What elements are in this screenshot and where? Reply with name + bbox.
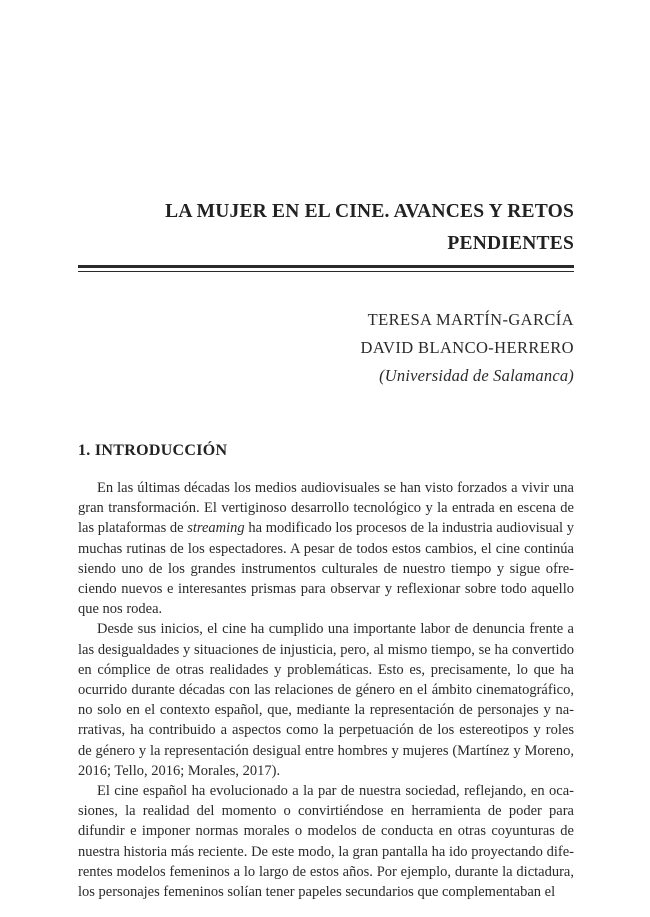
chapter-title-line-2: PENDIENTES xyxy=(447,233,574,254)
paragraph: Desde sus inicios, el cine ha cumplido una importante labor de denuncia frente a las desigualdades y situaciones de injusticia, pero, al mismo tiempo, se ha convertido en cómplice de otras realidades y problemáticas. Esto es, precisamente, lo que ha ocurrido durante décadas con las relaciones de género en el ámbito cinematográfico, no solo en el contexto español, que, mediante la representación de personajes y narrativas, ha contribuido a aspectos como la perpetuación de los estereotipos y roles de género y la representación desigual entre hombres y mujeres (Martínez y Moreno, 2016; Tello, 2016; Morales, 2017). xyxy=(78,621,574,779)
author-name: DAVID BLANCO-HERRERO xyxy=(360,338,574,357)
chapter-title-line-1: LA MUJER EN EL CINE. AVANCES Y RETOS xyxy=(165,201,574,222)
body-text xyxy=(78,478,574,902)
author-affiliation: (Universidad de Salamanca) xyxy=(379,366,574,385)
paragraph-text: En las últimas décadas los medios audiovisuales se han visto forzados a vivir una gran transformación. El vertiginoso desarrollo tecnológico y la entrada en escena de las plataformas de xyxy=(78,480,574,537)
chapter-title xyxy=(78,196,574,260)
title-divider-thin xyxy=(78,271,574,272)
paragraph-text: ha modificado los procesos de la industria audiovisual y muchas rutinas de los espectadores. A pesar de todos estos cambios, el cine continúa siendo uno de los grandes instrumentos culturales de nuestro tiempo y sigue ofreciendo nuevos e interesantes prismas para observar y reflexionar sobre todo aquello que nos rodea. xyxy=(78,520,574,618)
author-block xyxy=(78,306,574,390)
paragraph: El cine español ha evolucionado a la par de nuestra sociedad, reflejando, en ocasiones, la realidad del momento o convirtiéndose en herramienta de poder para difundir e imponer normas morales o modelos de conducta en otras coyunturas de nuestra historia más reciente. De este modo, la gran pantalla ha ido proyectando diferentes modelos femeninos a lo largo de estos años. Por ejemplo, durante la dictadura, los personajes femeninos solían tener papeles secundarios que complementaban el xyxy=(78,783,574,901)
title-divider-thick xyxy=(78,265,574,268)
section-heading: 1. INTRODUCCIÓN xyxy=(78,442,228,459)
author-name: TERESA MARTÍN-GARCÍA xyxy=(367,310,574,329)
paragraph xyxy=(78,478,574,619)
emphasis-text: streaming xyxy=(187,520,245,537)
